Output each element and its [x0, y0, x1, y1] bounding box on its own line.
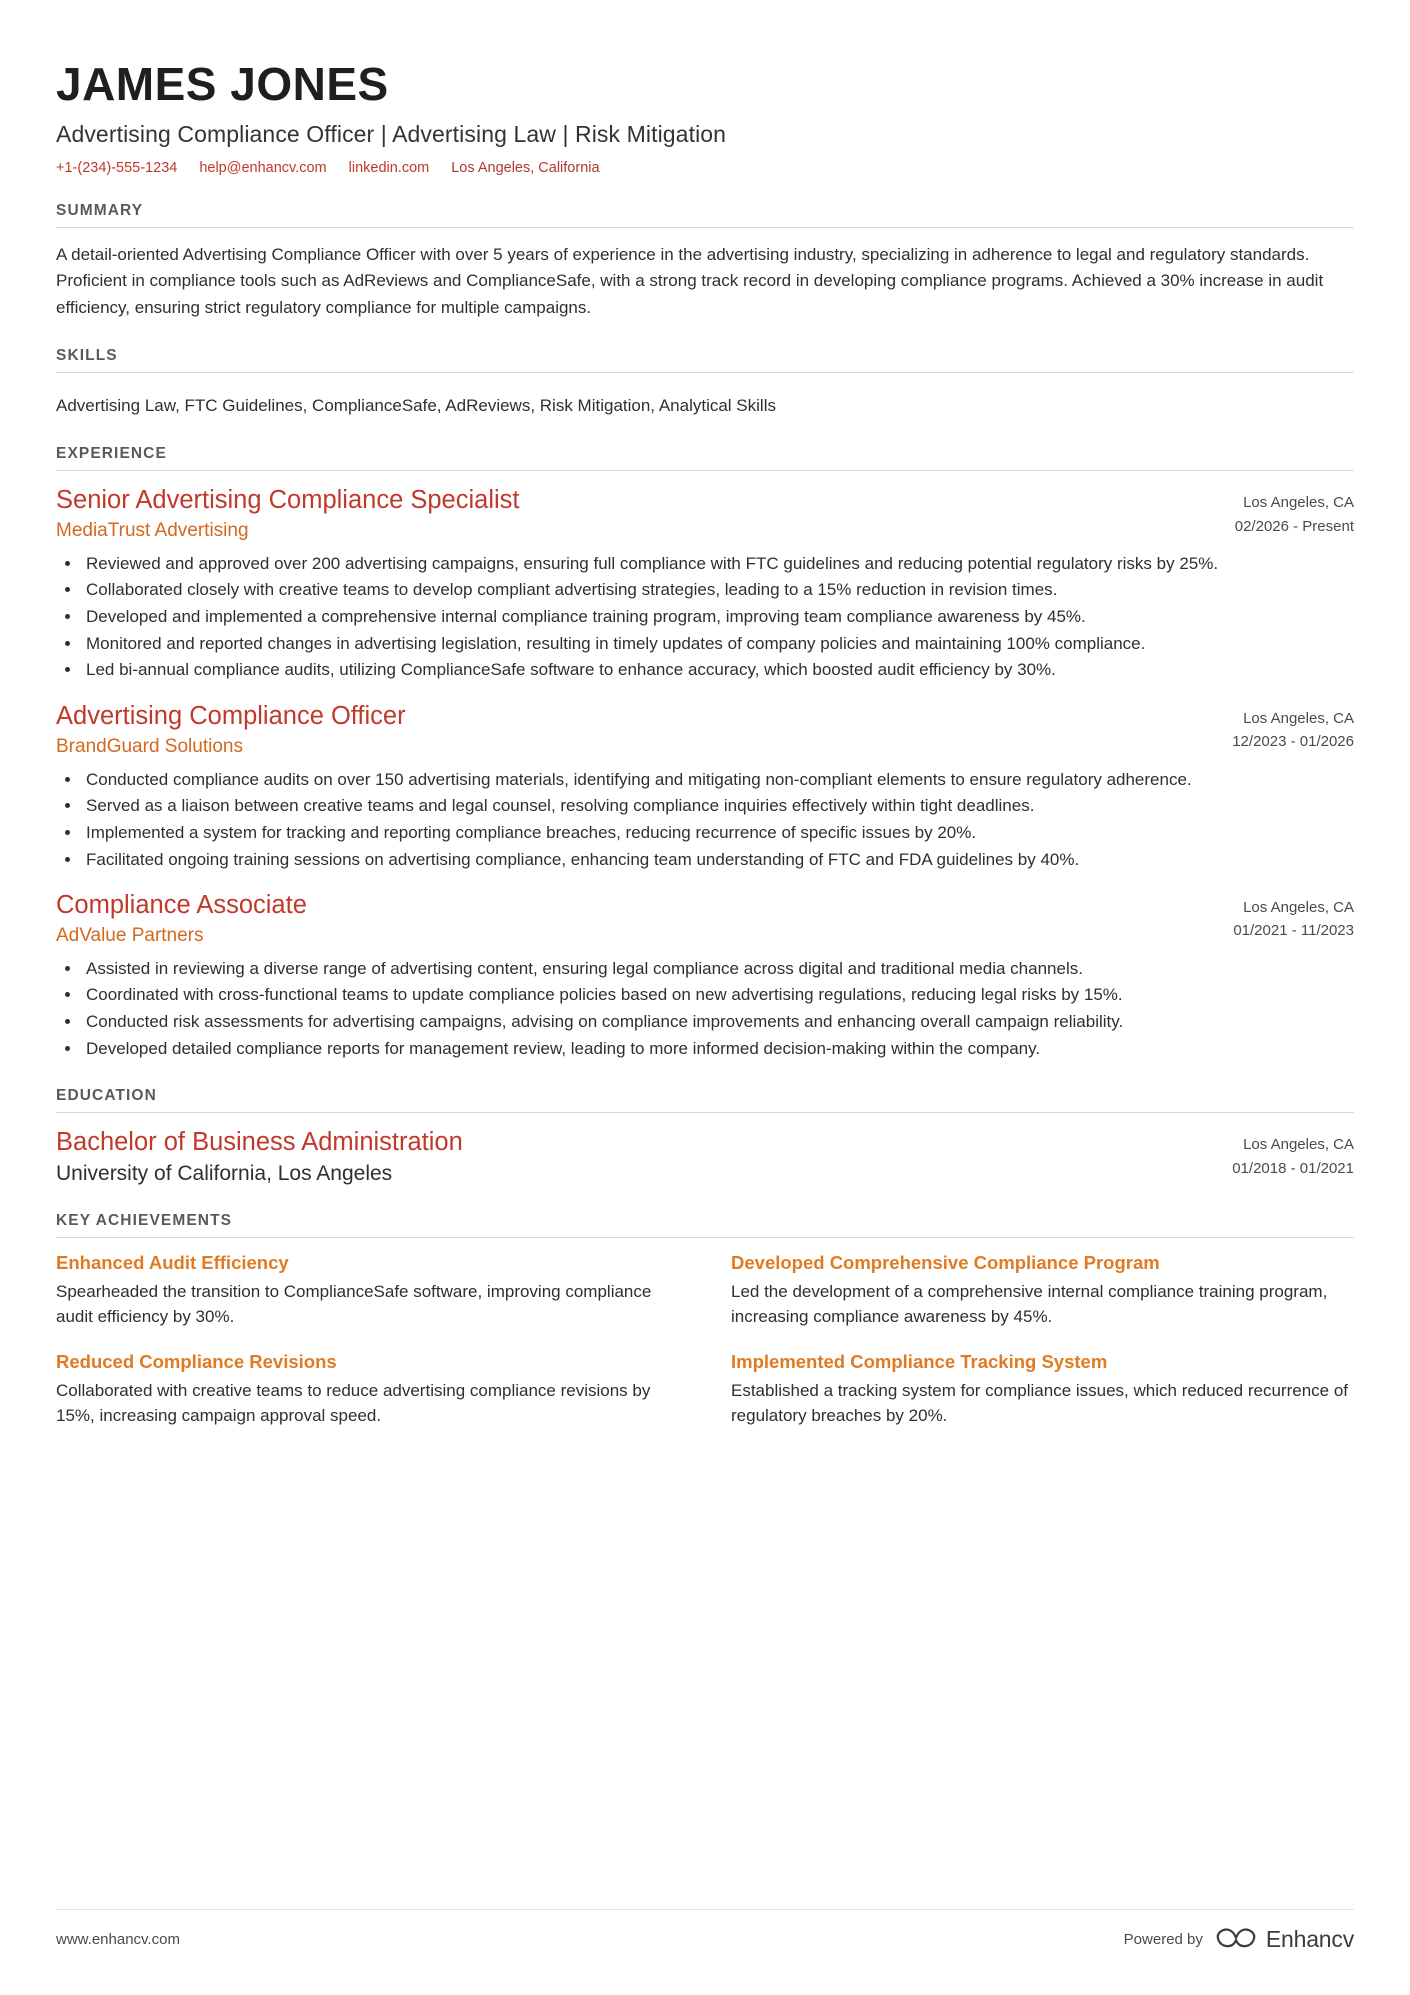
summary-text: A detail-oriented Advertising Compliance Officer with over 5 years of experience in the advertising industry, specializing in adherence to legal and regulatory standards. Proficient in compliance tools such as AdReviews and ComplianceSafe, with a strong track record in developing compliance programs. Achieved a 30% increase in audit efficiency, ensuring strict regulatory compliance for multiple campaigns. [56, 244, 1324, 317]
achievement-title: Implemented Compliance Tracking System [731, 1351, 1108, 1373]
job-dates: 02/2026 - Present [1234, 517, 1354, 535]
skills-list: Advertising Law, FTC Guidelines, ComplianceSafe, AdReviews, Risk Mitigation, Analytical Skills [56, 395, 776, 415]
job-bullets [56, 552, 1354, 683]
bullet-item: • Developed and implemented a comprehensive internal compliance training program, improving team compliance awareness by 45%. [82, 605, 1354, 630]
powered-by-label: Powered by [1123, 1931, 1203, 1948]
section-summary [56, 202, 1354, 321]
key-achievements-grid [56, 1252, 1354, 1429]
bullet-item: • Implemented a system for tracking and reporting compliance breaches, reducing recurrence of specific issues by 20%. [82, 821, 1354, 846]
bullet-item: • Collaborated closely with creative teams to develop compliant advertising strategies, leading to a 15% reduction in revision times. [82, 578, 1354, 603]
job-dates: 01/2021 - 11/2023 [1233, 922, 1354, 940]
contact-linkedin[interactable]: linkedin.com [348, 159, 430, 176]
enhancv-mark-icon [1215, 1927, 1257, 1953]
education-dates: 01/2018 - 01/2021 [1232, 1159, 1354, 1177]
bullet-item: • Coordinated with cross-functional teams to update compliance policies based on new advertising regulations, reducing legal risks by 15%. [82, 983, 1354, 1008]
bullet-item: • Facilitated ongoing training sessions on advertising compliance, enhancing team understanding of FTC and FDA guidelines by 40%. [82, 848, 1354, 873]
job-title: Senior Advertising Compliance Specialist [56, 486, 520, 515]
contact-email[interactable]: help@enhancv.com [199, 159, 327, 176]
bullet-item: • Reviewed and approved over 200 advertising campaigns, ensuring full compliance with FTC guidelines and reducing potential regulatory risks by 25%. [82, 552, 1354, 577]
section-skills [56, 347, 1354, 419]
summary-heading: SUMMARY [56, 202, 1354, 228]
achievement-item [56, 1351, 679, 1428]
professional-headline: Advertising Compliance Officer | Advertising Law | Risk Mitigation [56, 120, 727, 147]
job-location: Los Angeles, CA [1243, 710, 1354, 728]
bullet-item: • Assisted in reviewing a diverse range of advertising content, ensuring legal compliance across digital and traditional media channels. [82, 957, 1354, 982]
job-company: AdValue Partners [56, 925, 204, 947]
experience-heading: EXPERIENCE [56, 445, 1354, 471]
experience-item [56, 701, 1354, 872]
education-location: Los Angeles, CA [1243, 1136, 1354, 1154]
achievement-text: Spearheaded the transition to ComplianceSafe software, improving compliance audit efficiency by 30%. [56, 1282, 652, 1326]
achievement-title: Enhanced Audit Efficiency [56, 1252, 289, 1274]
footer-url[interactable]: www.enhancv.com [56, 1931, 180, 1948]
job-bullets [56, 957, 1354, 1062]
page-title: JAMES JONES [56, 58, 389, 110]
contact-location: Los Angeles, California [451, 159, 600, 176]
section-key-achievements [56, 1212, 1354, 1429]
resume-header [56, 58, 1354, 176]
powered-by-block [1124, 1926, 1354, 1953]
bullet-item: • Conducted compliance audits on over 150 advertising materials, identifying and mitigating non-compliant elements to ensure regulatory adherence. [82, 768, 1354, 793]
achievement-title: Developed Comprehensive Compliance Program [731, 1252, 1160, 1274]
job-dates: 12/2023 - 01/2026 [1232, 733, 1354, 751]
achievement-text: Established a tracking system for compliance issues, which reduced recurrence of regulatory breaches by 20%. [731, 1381, 1349, 1426]
degree-title: Bachelor of Business Administration [56, 1128, 463, 1157]
achievement-text: Collaborated with creative teams to reduce advertising compliance revisions by 15%, increasing campaign approval speed. [56, 1381, 651, 1426]
contact-phone: +1-(234)-555-1234 [56, 159, 178, 176]
enhancv-logo [1215, 1926, 1354, 1953]
section-education [56, 1087, 1354, 1186]
achievement-item [56, 1252, 679, 1329]
job-title: Advertising Compliance Officer [56, 702, 406, 731]
experience-item [56, 890, 1354, 1061]
page-footer [56, 1909, 1354, 1953]
achievement-text: Led the development of a comprehensive internal compliance training program, increasing compliance awareness by 45%. [731, 1282, 1328, 1326]
school-name: University of California, Los Angeles [56, 1162, 393, 1186]
job-company: MediaTrust Advertising [56, 520, 249, 542]
bullet-item: • Led bi-annual compliance audits, utilizing ComplianceSafe software to enhance accuracy, which boosted audit efficiency by 30%. [82, 658, 1354, 683]
key-achievements-heading: KEY ACHIEVEMENTS [56, 1212, 1354, 1238]
achievement-item [731, 1252, 1354, 1329]
section-experience [56, 445, 1354, 1061]
skills-heading: SKILLS [56, 347, 1354, 373]
achievement-title: Reduced Compliance Revisions [56, 1351, 337, 1373]
job-title: Compliance Associate [56, 891, 307, 920]
education-item [56, 1127, 1354, 1186]
bullet-item: • Monitored and reported changes in advertising legislation, resulting in timely updates of company policies and maintaining 100% compliance. [82, 632, 1354, 657]
job-bullets [56, 768, 1354, 873]
job-location: Los Angeles, CA [1243, 899, 1354, 917]
bullet-item: • Conducted risk assessments for advertising campaigns, advising on compliance improvements and enhancing overall campaign reliability. [82, 1010, 1354, 1035]
job-company: BrandGuard Solutions [56, 735, 243, 757]
education-heading: EDUCATION [56, 1087, 1354, 1113]
job-location: Los Angeles, CA [1243, 494, 1354, 512]
bullet-item: • Served as a liaison between creative teams and legal counsel, resolving compliance inquiries effectively within tight deadlines. [82, 794, 1354, 819]
bullet-item: • Developed detailed compliance reports for management review, leading to more informed decision-making within the company. [82, 1037, 1354, 1062]
contact-row [56, 160, 1354, 176]
enhancv-wordmark: Enhancv [1265, 1926, 1354, 1952]
achievement-item [731, 1351, 1354, 1428]
experience-item [56, 485, 1354, 683]
